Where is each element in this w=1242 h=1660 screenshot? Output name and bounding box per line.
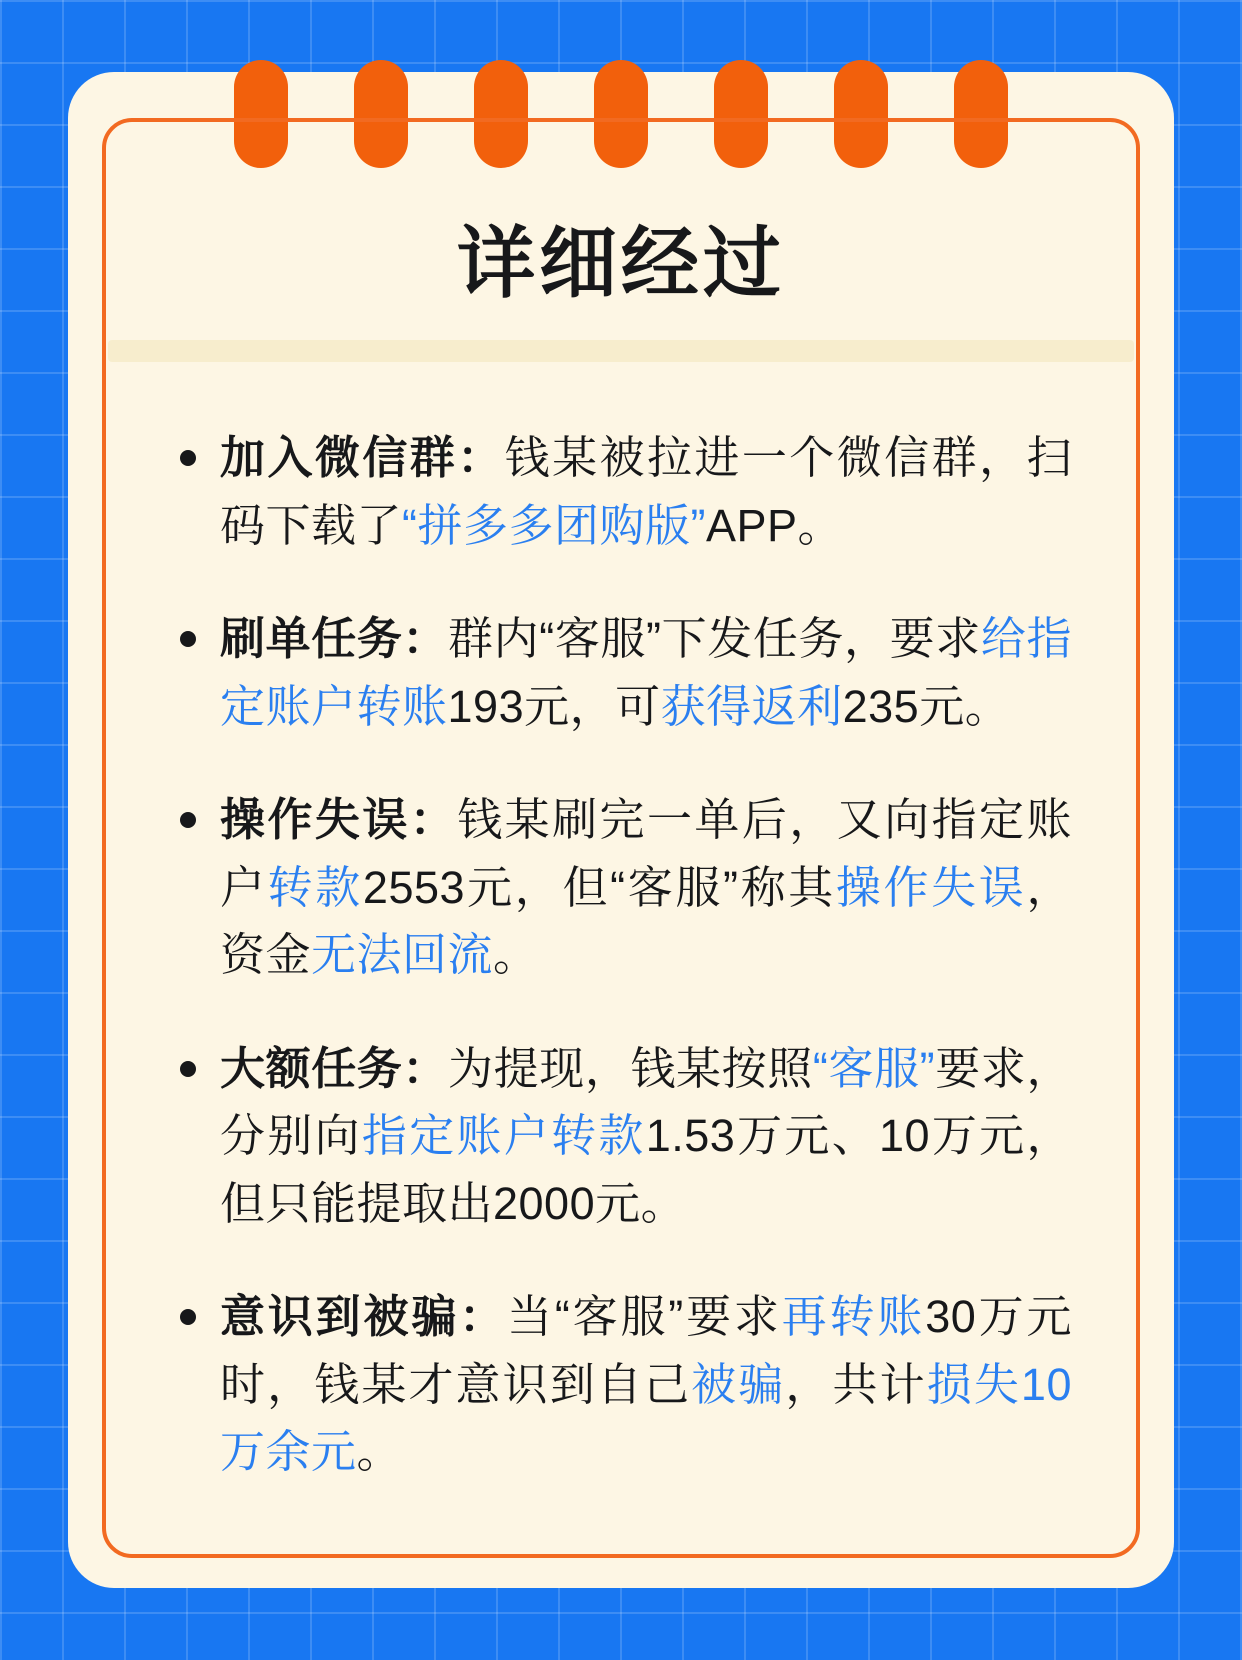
- body-text: ，共计: [785, 1358, 927, 1410]
- highlighted-text: 获得返利: [660, 680, 843, 732]
- highlighted-text: “拼多多团购版”: [402, 499, 706, 551]
- binder-ring-icon: [234, 60, 288, 168]
- body-text: 群内“客服”下发任务，要求: [448, 613, 981, 664]
- highlighted-text: 指定账户转款: [361, 1110, 646, 1161]
- title-underline: [108, 340, 1134, 362]
- body-text: 193元，可: [447, 680, 661, 732]
- highlighted-text: 操作失误: [835, 861, 1027, 913]
- body-text: 。: [493, 929, 539, 980]
- list-item-lead: 操作失误：: [220, 794, 458, 845]
- body-text: 钱某刷完一单后，又向指定账户: [220, 794, 1072, 913]
- list-item: [172, 1283, 1072, 1486]
- list-item-lead: 加入微信群：: [220, 432, 505, 483]
- body-text: 当“客服”要求: [506, 1291, 782, 1342]
- list-item-lead: 刷单任务：: [220, 613, 449, 664]
- binder-ring-icon: [594, 60, 648, 168]
- body-text: ，资金: [220, 861, 1072, 980]
- list-item-lead: 大额任务：: [220, 1042, 449, 1094]
- bullet-icon: [180, 812, 196, 828]
- bullet-icon: [180, 1309, 196, 1325]
- binder-ring-icon: [714, 60, 768, 168]
- page-title: [68, 219, 1174, 308]
- body-text: 要求，分别向: [220, 1042, 1072, 1161]
- list-item: [172, 424, 1072, 559]
- binder-ring-icon: [474, 60, 528, 168]
- body-text: 235元。: [842, 680, 1011, 732]
- spiral-binder: [68, 60, 1174, 180]
- highlighted-text: 损失10万余元: [220, 1358, 1072, 1477]
- body-text: 钱某被拉进一个微信群，扫码下载了: [220, 432, 1072, 551]
- body-text: 30万元时，钱某才意识到自己: [220, 1291, 1072, 1410]
- highlighted-text: “客服”: [812, 1042, 936, 1094]
- binder-ring-icon: [834, 60, 888, 168]
- body-text: 2553元，但“客服”称其: [362, 861, 836, 913]
- page-title-text: 详细经过: [456, 219, 785, 307]
- binder-ring-icon: [954, 60, 1008, 168]
- binder-ring-icon: [354, 60, 408, 168]
- note-card: [68, 72, 1174, 1588]
- highlighted-text: 无法回流: [311, 929, 494, 980]
- highlighted-text: 转款: [267, 861, 363, 913]
- detail-list: [172, 424, 1072, 1486]
- list-item-lead: 意识到被骗：: [220, 1291, 507, 1342]
- body-text: 1.53万元、10万元，但只能提取出2000元。: [220, 1110, 1072, 1229]
- highlighted-text: 给指定账户转账: [220, 613, 1072, 732]
- list-item: [172, 786, 1072, 989]
- highlighted-text: 再转账: [781, 1291, 926, 1342]
- body-text: APP。: [706, 499, 844, 551]
- bullet-icon: [180, 631, 196, 647]
- highlighted-text: 被骗: [691, 1358, 786, 1410]
- bullet-icon: [180, 1061, 196, 1077]
- body-text: 。: [356, 1426, 403, 1477]
- list-item: [172, 605, 1072, 740]
- bullet-icon: [180, 450, 196, 466]
- list-item: [172, 1035, 1072, 1238]
- body-text: 为提现，钱某按照: [448, 1042, 813, 1094]
